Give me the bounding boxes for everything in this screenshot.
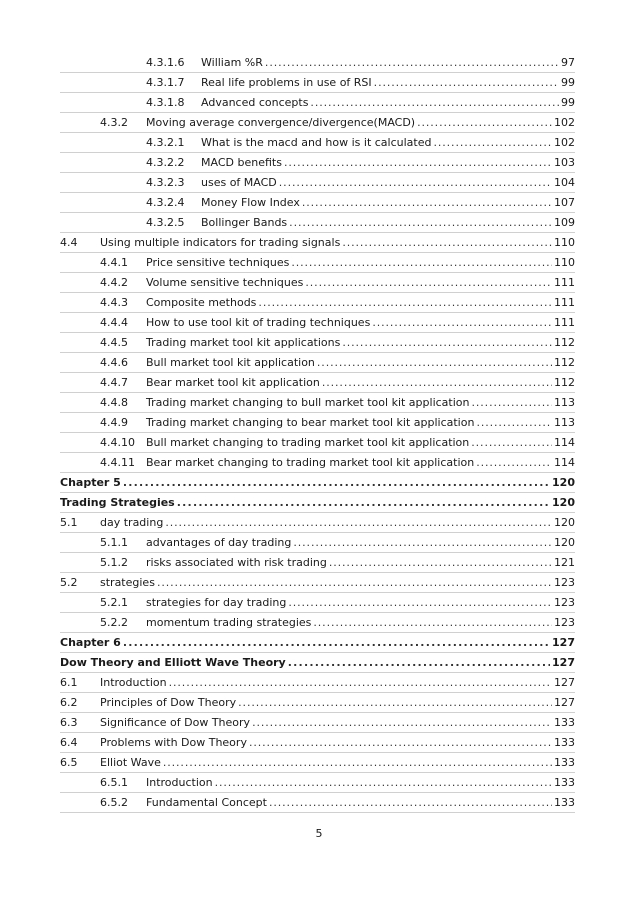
toc-entry-title: Fundamental Concept <box>146 796 267 809</box>
toc-entry-title: momentum trading strategies <box>146 616 312 629</box>
toc-entry-number: 4.4.3 <box>100 296 128 309</box>
toc-entry <box>100 753 575 773</box>
toc-entry-page: 123 <box>554 596 575 609</box>
toc-entry-page: 127 <box>554 696 575 709</box>
toc-entry-page: 121 <box>554 556 575 569</box>
toc-entry-number: 4.3.2.5 <box>146 216 185 229</box>
toc-entry-number: 4.3.1.8 <box>146 96 185 109</box>
toc-entry <box>100 733 575 753</box>
toc-entry-row[interactable] <box>60 393 575 413</box>
toc-entry-title: Elliot Wave <box>100 756 161 769</box>
toc-entry <box>146 273 575 293</box>
toc-entry <box>146 113 575 133</box>
dot-leader <box>169 673 552 693</box>
toc-entry-row[interactable] <box>60 333 575 353</box>
toc-entry-page: 112 <box>554 356 575 369</box>
toc-entry-row[interactable] <box>60 693 575 713</box>
toc-entry-page: 110 <box>554 236 575 249</box>
toc-chapter-row[interactable] <box>60 473 575 493</box>
toc-entry <box>100 513 575 533</box>
toc-entry-page: 109 <box>554 216 575 229</box>
toc-entry <box>146 293 575 313</box>
toc-entry-number: 5.1.1 <box>100 536 128 549</box>
toc-entry-page: 110 <box>554 256 575 269</box>
toc-entry-page: 111 <box>554 316 575 329</box>
toc-entry-title: risks associated with risk trading <box>146 556 327 569</box>
toc-entry-row[interactable] <box>60 773 575 793</box>
dot-leader <box>123 633 550 653</box>
toc-entry-title: day trading <box>100 516 164 529</box>
toc-entry-number: 6.5.2 <box>100 796 128 809</box>
toc-entry-title: Introduction <box>146 776 213 789</box>
toc-entry-number: 4.3.1.7 <box>146 76 185 89</box>
dot-leader <box>289 213 552 233</box>
toc-entry <box>146 553 575 573</box>
toc-entry-number: 4.4.4 <box>100 316 128 329</box>
toc-entry-page: 133 <box>554 796 575 809</box>
toc-entry-row[interactable] <box>60 113 575 133</box>
toc-entry-title: Bull market changing to trading market tool kit application <box>146 436 470 449</box>
toc-entry-number: 5.2 <box>60 576 78 589</box>
toc-entry-number: 4.4.10 <box>100 436 135 449</box>
toc-entry-page: 127 <box>552 656 575 669</box>
toc-entry-title: Principles of Dow Theory <box>100 696 237 709</box>
toc-entry <box>60 633 575 653</box>
toc-chapter-row[interactable] <box>60 653 575 673</box>
toc-entry-number: 4.4 <box>60 236 78 249</box>
toc-entry <box>146 413 575 433</box>
dot-leader <box>433 133 552 153</box>
toc-entry-row[interactable] <box>60 73 575 93</box>
toc-entry-page: 107 <box>554 196 575 209</box>
dot-leader <box>249 733 552 753</box>
toc-entry-page: 133 <box>554 736 575 749</box>
toc-entry-page: 133 <box>554 756 575 769</box>
toc-entry-row[interactable] <box>60 713 575 733</box>
toc-entry <box>146 313 575 333</box>
dot-leader <box>476 453 552 473</box>
dot-leader <box>258 293 552 313</box>
toc-entry-row[interactable] <box>60 513 575 533</box>
toc-entry-row[interactable] <box>60 193 575 213</box>
toc-entry-number: 4.4.6 <box>100 356 128 369</box>
toc-entry <box>201 213 575 233</box>
toc-entry-number: 4.4.11 <box>100 456 135 469</box>
toc-entry <box>201 173 575 193</box>
toc-entry-number: 4.4.5 <box>100 336 128 349</box>
toc-entry-page: 127 <box>554 676 575 689</box>
toc-entry-row[interactable] <box>60 673 575 693</box>
dot-leader <box>252 713 552 733</box>
toc-entry-page: 112 <box>554 336 575 349</box>
toc-entry <box>201 153 575 173</box>
dot-leader <box>374 73 559 93</box>
page-number: 5 <box>315 827 323 840</box>
toc-entry-page: 112 <box>554 376 575 389</box>
dot-leader <box>310 93 559 113</box>
toc-entry-number: 6.4 <box>60 736 78 749</box>
toc-entry-title: Significance of Dow Theory <box>100 716 251 729</box>
toc-entry-number: 4.3.2.2 <box>146 156 185 169</box>
toc-entry-page: 120 <box>552 496 575 509</box>
toc-entry-row[interactable] <box>60 433 575 453</box>
toc-entry-title: Moving average convergence/divergence(MACD) <box>146 116 416 129</box>
dot-leader <box>157 573 552 593</box>
dot-leader <box>269 793 552 813</box>
dot-leader <box>342 233 552 253</box>
dot-leader <box>329 553 552 573</box>
toc-entry-number: 4.4.9 <box>100 416 128 429</box>
toc-entry-page: 104 <box>554 176 575 189</box>
dot-leader <box>215 773 552 793</box>
toc-entry-title: Trading Strategies <box>60 496 175 509</box>
dot-leader <box>471 433 552 453</box>
toc-entry-page: 99 <box>561 76 575 89</box>
toc-entry-row[interactable] <box>60 173 575 193</box>
toc-entry <box>146 333 575 353</box>
toc-entry <box>100 673 575 693</box>
toc-entry-title: Composite methods <box>146 296 257 309</box>
dot-leader <box>284 153 552 173</box>
dot-leader <box>265 53 559 73</box>
toc-entry <box>201 193 575 213</box>
dot-leader <box>288 593 552 613</box>
toc-entry-number: 6.5 <box>60 756 78 769</box>
toc-entry-row[interactable] <box>60 53 575 73</box>
toc-entry-page: 113 <box>554 416 575 429</box>
toc-entry <box>146 613 575 633</box>
toc-entry-title: strategies for day trading <box>146 596 287 609</box>
toc-entry-title: Trading market tool kit applications <box>146 336 341 349</box>
toc-entry-row[interactable] <box>60 613 575 633</box>
dot-leader <box>293 533 552 553</box>
toc-entry <box>146 253 575 273</box>
toc-entry-page: 97 <box>561 56 575 69</box>
toc-entry-page: 99 <box>561 96 575 109</box>
toc-entry-page: 114 <box>554 456 575 469</box>
toc-entry-number: 4.4.1 <box>100 256 128 269</box>
dot-leader <box>291 253 552 273</box>
toc-entry-row[interactable] <box>60 733 575 753</box>
toc-entry-row[interactable] <box>60 573 575 593</box>
toc-entry <box>146 793 575 813</box>
toc-entry-row[interactable] <box>60 153 575 173</box>
toc-entry-title: Bear market changing to trading market tool kit application <box>146 456 475 469</box>
toc-entry-page: 113 <box>554 396 575 409</box>
toc-entry-page: 123 <box>554 616 575 629</box>
toc-entry-title: uses of MACD <box>201 176 277 189</box>
toc-entry-title: Introduction <box>100 676 167 689</box>
toc-entry-title: Bollinger Bands <box>201 216 288 229</box>
toc-entry-page: 111 <box>554 296 575 309</box>
toc-entry-title: Real life problems in use of RSI <box>201 76 372 89</box>
toc-entry <box>146 533 575 553</box>
toc-entry-number: 5.2.2 <box>100 616 128 629</box>
toc-entry-title: William %R <box>201 56 263 69</box>
toc-entry-number: 6.3 <box>60 716 78 729</box>
toc-entry-number: 5.1.2 <box>100 556 128 569</box>
toc-entry <box>201 73 575 93</box>
dot-leader <box>472 393 553 413</box>
toc-entry-title: Price sensitive techniques <box>146 256 290 269</box>
table-of-contents <box>60 53 575 813</box>
toc-chapter-row[interactable] <box>60 493 575 513</box>
toc-entry-number: 4.4.7 <box>100 376 128 389</box>
toc-entry-title: Trading market changing to bear market tool kit application <box>146 416 475 429</box>
toc-entry-number: 6.2 <box>60 696 78 709</box>
dot-leader <box>238 693 552 713</box>
toc-entry-page: 102 <box>554 136 575 149</box>
toc-entry-row[interactable] <box>60 233 575 253</box>
toc-entry-number: 4.3.1.6 <box>146 56 185 69</box>
toc-entry-row[interactable] <box>60 593 575 613</box>
toc-entry-page: 102 <box>554 116 575 129</box>
toc-entry <box>100 573 575 593</box>
toc-entry-title: How to use tool kit of trading techniques <box>146 316 371 329</box>
toc-entry-number: 4.3.2.4 <box>146 196 185 209</box>
toc-entry-page: 114 <box>554 436 575 449</box>
toc-entry-page: 133 <box>554 716 575 729</box>
toc-entry-row[interactable] <box>60 133 575 153</box>
toc-entry-row[interactable] <box>60 313 575 333</box>
toc-entry-row[interactable] <box>60 213 575 233</box>
toc-entry <box>100 233 575 253</box>
dot-leader <box>123 473 550 493</box>
toc-entry <box>201 93 575 113</box>
toc-entry-number: 5.2.1 <box>100 596 128 609</box>
dot-leader <box>317 353 552 373</box>
dot-leader <box>302 193 552 213</box>
toc-entry-number: 4.4.8 <box>100 396 128 409</box>
toc-entry <box>201 133 575 153</box>
toc-entry-number: 5.1 <box>60 516 78 529</box>
toc-entry-title: Chapter 6 <box>60 636 121 649</box>
toc-entry <box>60 653 575 673</box>
dot-leader <box>177 493 550 513</box>
toc-entry-title: Chapter 5 <box>60 476 121 489</box>
toc-entry-row[interactable] <box>60 353 575 373</box>
toc-entry-row[interactable] <box>60 753 575 773</box>
toc-entry-row[interactable] <box>60 553 575 573</box>
toc-entry-row[interactable] <box>60 533 575 553</box>
dot-leader <box>417 113 552 133</box>
toc-entry-title: Trading market changing to bull market tool kit application <box>146 396 470 409</box>
toc-entry-title: Volume sensitive techniques <box>146 276 304 289</box>
toc-entry-row[interactable] <box>60 793 575 813</box>
toc-entry-row[interactable] <box>60 373 575 393</box>
toc-entry <box>146 393 575 413</box>
toc-entry-title: MACD benefits <box>201 156 282 169</box>
toc-entry-page: 120 <box>554 516 575 529</box>
dot-leader <box>163 753 552 773</box>
dot-leader <box>372 313 552 333</box>
toc-entry-title: Using multiple indicators for trading signals <box>100 236 341 249</box>
toc-entry <box>146 433 575 453</box>
toc-entry-page: 120 <box>554 536 575 549</box>
toc-entry-row[interactable] <box>60 273 575 293</box>
toc-entry-row[interactable] <box>60 293 575 313</box>
toc-entry-page: 133 <box>554 776 575 789</box>
toc-entry-number: 4.4.2 <box>100 276 128 289</box>
dot-leader <box>165 513 552 533</box>
toc-entry-title: Bear market tool kit application <box>146 376 320 389</box>
toc-entry-page: 103 <box>554 156 575 169</box>
toc-entry <box>100 713 575 733</box>
toc-entry-title: Bull market tool kit application <box>146 356 315 369</box>
toc-entry <box>146 373 575 393</box>
toc-entry-title: Problems with Dow Theory <box>100 736 247 749</box>
toc-entry <box>60 493 575 513</box>
toc-entry-title: advantages of day trading <box>146 536 292 549</box>
dot-leader <box>288 653 550 673</box>
toc-entry-title: What is the macd and how is it calculated <box>201 136 432 149</box>
dot-leader <box>313 613 552 633</box>
toc-entry-page: 123 <box>554 576 575 589</box>
toc-entry <box>146 593 575 613</box>
dot-leader <box>342 333 552 353</box>
toc-entry-number: 6.1 <box>60 676 78 689</box>
toc-entry-title: Advanced concepts <box>201 96 309 109</box>
toc-entry-number: 4.3.2 <box>100 116 128 129</box>
toc-entry-page: 120 <box>552 476 575 489</box>
toc-entry <box>60 473 575 493</box>
toc-entry-page: 127 <box>552 636 575 649</box>
toc-entry-row[interactable] <box>60 413 575 433</box>
toc-chapter-row[interactable] <box>60 633 575 653</box>
toc-entry <box>146 773 575 793</box>
toc-entry <box>146 353 575 373</box>
toc-entry <box>100 693 575 713</box>
dot-leader <box>476 413 552 433</box>
toc-entry-row[interactable] <box>60 93 575 113</box>
toc-entry-title: strategies <box>100 576 155 589</box>
toc-entry-number: 4.3.2.3 <box>146 176 185 189</box>
toc-entry <box>146 453 575 473</box>
dot-leader <box>305 273 552 293</box>
toc-entry-page: 111 <box>554 276 575 289</box>
toc-entry <box>201 53 575 73</box>
toc-entry-row[interactable] <box>60 253 575 273</box>
toc-entry-number: 6.5.1 <box>100 776 128 789</box>
toc-entry-number: 4.3.2.1 <box>146 136 185 149</box>
toc-entry-title: Money Flow Index <box>201 196 300 209</box>
toc-entry-row[interactable] <box>60 453 575 473</box>
dot-leader <box>322 373 552 393</box>
dot-leader <box>279 173 552 193</box>
toc-entry-title: Dow Theory and Elliott Wave Theory <box>60 656 286 669</box>
